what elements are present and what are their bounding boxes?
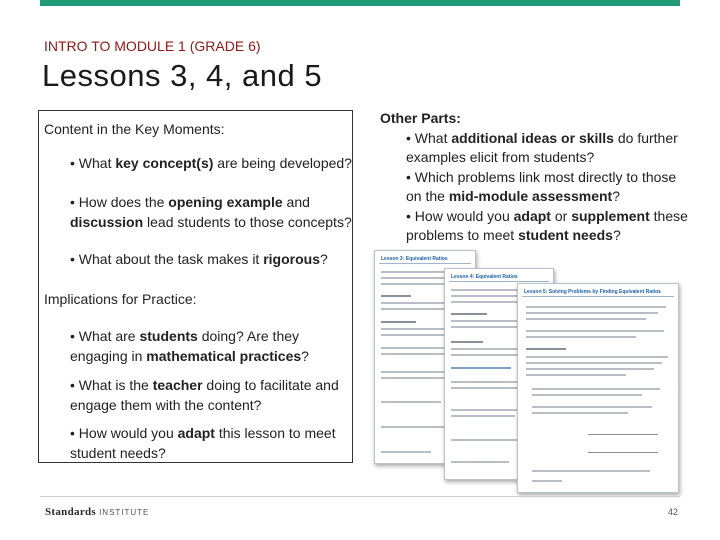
doc-text-line bbox=[381, 334, 453, 336]
bullet-key-concepts bbox=[70, 154, 360, 174]
doc-text-line bbox=[451, 387, 521, 389]
doc-text-line bbox=[381, 283, 451, 285]
bullet-text: ? bbox=[612, 227, 621, 243]
standards-institute-logo bbox=[45, 506, 149, 518]
other-parts-section bbox=[380, 109, 690, 246]
bullet-text: do further examples elicit from students? bbox=[406, 129, 678, 165]
bullet-text: • How would you bbox=[70, 425, 178, 441]
bullet-emphasis: key concept(s) bbox=[115, 155, 214, 171]
doc-text-line bbox=[526, 374, 626, 376]
bullet-adapt bbox=[70, 424, 360, 463]
number-line bbox=[588, 452, 658, 453]
bullet-text: • What is the bbox=[70, 377, 153, 393]
doc-text-line bbox=[532, 394, 642, 396]
bullet-rigorous bbox=[70, 250, 360, 270]
doc-text-line bbox=[451, 313, 487, 315]
doc-text-line bbox=[526, 348, 566, 350]
bullet-opening-example bbox=[70, 193, 360, 232]
bullet-text: ? bbox=[301, 347, 309, 364]
bullet-students bbox=[70, 327, 360, 366]
bullet-emphasis: opening example bbox=[168, 194, 283, 210]
bullet-text: are being developed? bbox=[213, 155, 352, 171]
doc-text-line bbox=[532, 388, 660, 390]
bullet-emphasis: mathematical practices bbox=[146, 347, 302, 364]
bullet-text: • How does the bbox=[70, 194, 169, 210]
bullet-supplement bbox=[380, 207, 690, 246]
doc-text-line bbox=[381, 353, 447, 355]
doc-title: Lesson 4: Equivalent Ratios bbox=[451, 274, 518, 280]
bullet-emphasis: adapt bbox=[177, 425, 215, 441]
bullet-emphasis: student needs bbox=[518, 227, 613, 243]
bullet-text: • What bbox=[406, 129, 452, 146]
doc-text-line bbox=[451, 341, 483, 343]
bullet-text: • What are bbox=[70, 328, 140, 344]
doc-text-line bbox=[526, 330, 664, 332]
bullet-emphasis: mid-module assessment bbox=[448, 188, 613, 204]
bullet-text: or bbox=[550, 207, 572, 224]
doc-text-line bbox=[532, 412, 628, 414]
doc-title: Lesson 3: Equivalent Ratios bbox=[381, 256, 448, 262]
logo-text: INSTITUTE bbox=[99, 508, 150, 517]
other-parts-heading: Other Parts: bbox=[380, 110, 461, 126]
slide-subtitle: INTRO TO MODULE 1 (GRADE 6) bbox=[44, 38, 261, 54]
doc-text-line bbox=[526, 356, 668, 358]
bullet-text: doing to facilitate and engage them with the content? bbox=[70, 377, 339, 413]
bullet-text: and bbox=[282, 194, 310, 210]
logo-text-bold: Standards bbox=[45, 506, 96, 518]
doc-text-line bbox=[381, 321, 416, 323]
bullet-text: • Which problems link most directly to those on the bbox=[406, 168, 677, 204]
bullet-text: these problems to meet bbox=[406, 207, 688, 243]
key-moments-box bbox=[38, 110, 353, 463]
doc-text-line bbox=[526, 318, 646, 320]
bullet-text: ? bbox=[320, 251, 328, 267]
bullet-emphasis: students bbox=[139, 328, 198, 344]
doc-text-line bbox=[526, 336, 636, 338]
bullet-text: this lesson to meet student needs? bbox=[70, 425, 336, 461]
doc-title: Lesson 5: Solving Problems by Finding Equivalent Ratios bbox=[524, 289, 661, 295]
bullet-text: ? bbox=[612, 188, 621, 204]
footer-divider bbox=[40, 496, 680, 497]
doc-text-line bbox=[526, 368, 654, 370]
bullet-text: • What about the task makes it bbox=[70, 251, 264, 267]
bullet-mid-module bbox=[380, 168, 690, 207]
bullet-text: • What bbox=[70, 155, 116, 171]
doc-text-line bbox=[451, 301, 526, 303]
doc-text-line bbox=[532, 470, 650, 472]
content-heading: Content in the Key Moments: bbox=[44, 121, 225, 137]
slide-title: Lessons 3, 4, and 5 bbox=[42, 58, 323, 93]
top-accent-bar bbox=[40, 0, 680, 6]
lesson-doc-thumbnail-3 bbox=[517, 283, 679, 493]
bullet-emphasis: additional ideas or skills bbox=[451, 129, 614, 146]
bullet-emphasis: supplement bbox=[571, 207, 650, 224]
bullet-emphasis: rigorous bbox=[263, 251, 320, 267]
doc-text-line bbox=[526, 306, 666, 308]
implications-heading: Implications for Practice: bbox=[44, 291, 197, 307]
doc-text-line bbox=[381, 401, 441, 403]
bullet-emphasis: discussion bbox=[70, 213, 144, 230]
doc-text-line bbox=[451, 415, 515, 417]
doc-text-line bbox=[381, 295, 411, 297]
bullet-emphasis: adapt bbox=[513, 207, 551, 224]
bullet-text: • How would you bbox=[406, 207, 514, 224]
page-number: 42 bbox=[667, 507, 678, 517]
doc-text-line bbox=[451, 367, 511, 369]
doc-text-line bbox=[532, 480, 562, 482]
bullet-emphasis: teacher bbox=[152, 377, 203, 393]
doc-text-line bbox=[526, 312, 658, 314]
number-line bbox=[588, 434, 658, 435]
doc-text-line bbox=[451, 461, 509, 463]
bullet-teacher bbox=[70, 376, 360, 415]
bullet-text: doing? Are they engaging in bbox=[70, 328, 300, 364]
doc-text-line bbox=[532, 406, 652, 408]
doc-text-line bbox=[526, 362, 662, 364]
bullet-additional-ideas bbox=[380, 129, 690, 168]
bullet-text: lead students to those concepts? bbox=[143, 213, 352, 230]
doc-text-line bbox=[381, 451, 431, 453]
